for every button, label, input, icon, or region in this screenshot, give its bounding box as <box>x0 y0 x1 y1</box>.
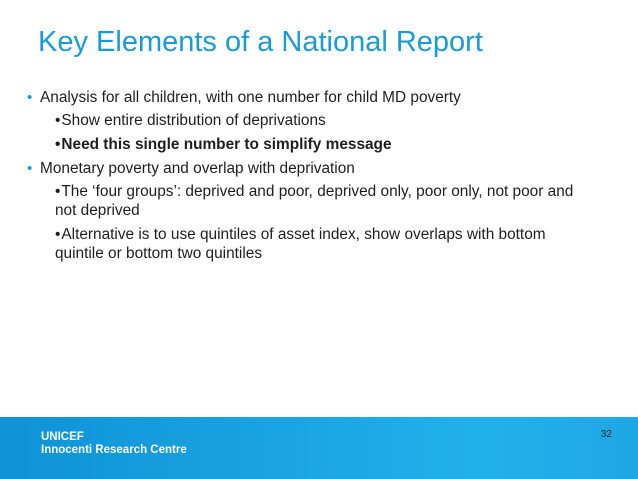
sub-bullet-item-emphasis <box>0 135 595 154</box>
bullet-marker: • <box>27 89 33 106</box>
sub-bullet-item <box>0 111 595 130</box>
slide-title: Key Elements of a National Report <box>38 26 483 58</box>
org-name-line2: Innocenti Research Centre <box>41 444 187 456</box>
page-number: 32 <box>600 429 612 440</box>
slide-body <box>0 88 638 268</box>
organization-logo-text <box>41 431 187 457</box>
sub-bullet-text: Show entire distribution of deprivations <box>61 112 326 129</box>
sub-bullet-text: The ‘four groups’: deprived and poor, deprived only, poor only, not poor and not deprived <box>55 183 574 219</box>
org-name-line1: UNICEF <box>41 431 84 443</box>
sub-bullet-text: Alternative is to use quintiles of asset index, show overlaps with bottom quintile or bottom two quintiles <box>55 226 546 262</box>
bullet-marker: • <box>27 160 33 177</box>
sub-bullet-marker: • <box>55 226 61 243</box>
sub-bullet-item <box>0 225 595 263</box>
bullet-item-1 <box>0 88 600 107</box>
sub-bullet-item <box>0 182 595 220</box>
footer-band <box>0 417 638 479</box>
sub-bullet-marker: • <box>55 183 61 200</box>
bullet-text: Monetary poverty and overlap with deprivation <box>40 160 355 177</box>
sub-bullet-text: Need this single number to simplify message <box>61 136 392 153</box>
sub-bullet-marker: • <box>55 112 61 129</box>
bullet-text: Analysis for all children, with one number for child MD poverty <box>40 89 461 106</box>
sub-bullet-marker: • <box>55 136 61 153</box>
bullet-item-2 <box>0 159 600 178</box>
